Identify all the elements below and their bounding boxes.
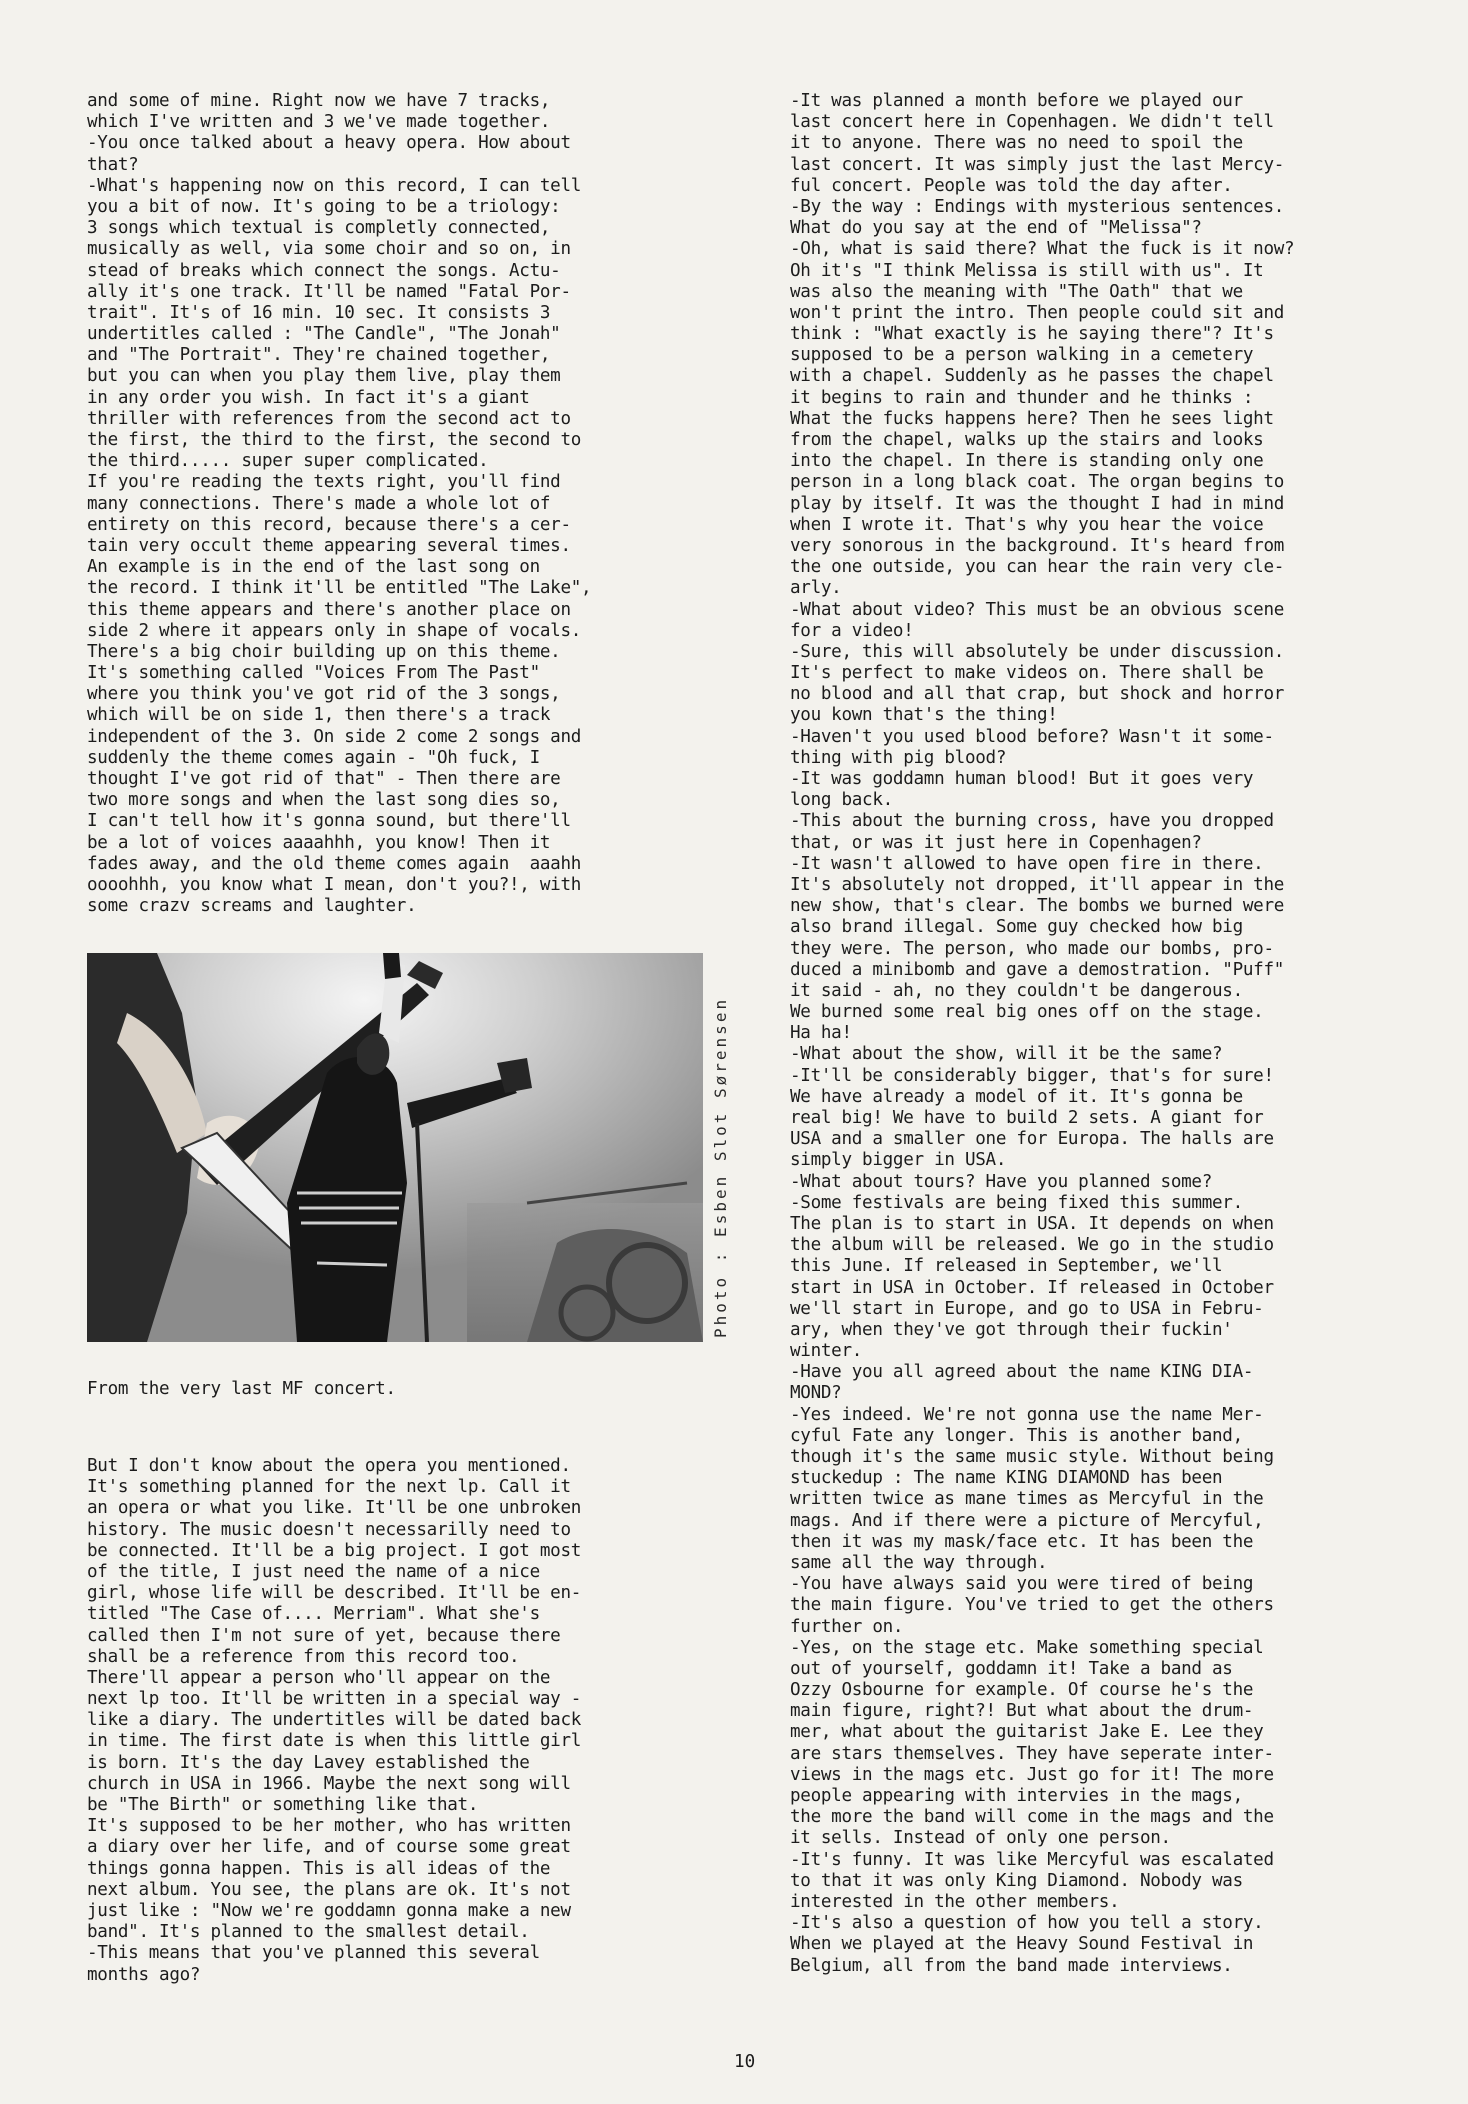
text-line: There'll appear a person who'll appear on the	[87, 1667, 551, 1688]
text-line: -It's funny. It was like Mercyful was escalated	[790, 1849, 1274, 1870]
text-line: simply bigger in USA.	[790, 1150, 1007, 1171]
text-line: entirety on this record, because there's a cer-	[87, 514, 571, 535]
text-line: There's a big choir building up on this theme.	[87, 641, 561, 662]
text-line: mags. And if there were a picture of Mercyful,	[790, 1510, 1264, 1531]
text-line: -It'll be considerably bigger, that's for sure!	[790, 1065, 1274, 1086]
text-line: start in USA in October. If released in October	[790, 1277, 1274, 1298]
text-line: it sells. Instead of only one person.	[790, 1828, 1171, 1849]
text-line: It's something called "Voices From The Past"	[87, 663, 540, 684]
text-line: -By the way : Endings with mysterious sentences.	[790, 196, 1285, 217]
text-line: -What about the show, will it be the same?	[790, 1044, 1223, 1065]
text-line: they were. The person, who made our bombs, pro-	[790, 938, 1274, 959]
text-line: main figure, right?! But what about the drum-	[790, 1701, 1254, 1722]
text-line: called then I'm not sure of yet, because there	[87, 1625, 561, 1646]
text-line: views in the mags etc. Just go for it! The more	[790, 1764, 1274, 1785]
text-line: An example is in the end of the last song on	[87, 557, 540, 578]
text-line: very sonorous in the background. It's heard from	[790, 535, 1285, 556]
text-line: things gonna happen. This is all ideas of the	[87, 1858, 551, 1879]
text-line: the third..... super super complicated.	[87, 451, 489, 472]
text-line: musically as well, via some choir and so on, in	[87, 239, 571, 260]
text-line: trait". It's of 16 min. 10 sec. It consists 3	[87, 302, 551, 323]
text-line: ally it's one track. It'll be named "Fatal Por-	[87, 281, 571, 302]
text-line: If you're reading the texts right, you'll find	[87, 472, 561, 493]
text-line: -Sure, this will absolutely be under discussion.	[790, 641, 1285, 662]
text-line: -Yes, on the stage etc. Make something special	[790, 1637, 1264, 1658]
text-line: supposed to be a person walking in a cemetery	[790, 345, 1254, 366]
text-line: Ozzy Osbourne for example. Of course he's the	[790, 1680, 1254, 1701]
text-line: this theme appears and there's another place on	[87, 599, 571, 620]
text-line: winter.	[790, 1341, 863, 1362]
text-line: it to anyone. There was no need to spoil the	[790, 133, 1243, 154]
text-line: It's absolutely not dropped, it'll appear in the	[790, 874, 1285, 895]
text-line: We burned some real big ones off on the stage.	[790, 1002, 1264, 1023]
text-line: -It's also a question of how you tell a story.	[790, 1913, 1264, 1934]
right-column-text	[790, 91, 1418, 1977]
text-line: this June. If released in September, we'll	[790, 1256, 1223, 1277]
text-line: church in USA in 1966. Maybe the next song will	[87, 1773, 571, 1794]
text-line: it begins to rain and thunder and he thinks :	[790, 387, 1254, 408]
text-line: shall be a reference from this record too.	[87, 1646, 520, 1667]
text-line: tain very occult theme appearing several times.	[87, 535, 571, 556]
text-line: Belgium, all from the band made interviews.	[790, 1955, 1233, 1976]
text-line: where you think you've got rid of the 3 songs,	[87, 684, 561, 705]
text-line: from the chapel, walks up the stairs and looks	[790, 430, 1264, 450]
text-line: for a video!	[790, 620, 914, 641]
text-line: that?	[87, 154, 139, 175]
text-line: is born. It's the day Lavey established the	[87, 1752, 530, 1773]
left-column-bottom-text	[87, 1456, 709, 1986]
photo-caption: From the very last MF concert.	[87, 1379, 396, 1399]
text-line: same all the way through.	[790, 1552, 1048, 1573]
text-line: cyful Fate any longer. This is another band,	[790, 1425, 1243, 1446]
text-line: -This about the burning cross, have you dropped	[790, 811, 1274, 832]
text-line: out of yourself, goddamn it! Take a band as	[790, 1658, 1233, 1679]
text-line: which I've written and 3 we've made together.	[87, 112, 551, 133]
text-line: two more songs and when the last song dies so,	[87, 790, 561, 811]
text-line: -Have you all agreed about the name KING DIA-	[790, 1362, 1254, 1383]
text-line: side 2 where it appears only in shape of vocals.	[87, 620, 582, 641]
text-line: the one outside, you can hear the rain very cle-	[790, 557, 1285, 578]
text-line: It's supposed to be her mother, who has written	[87, 1816, 571, 1837]
text-line: just like : "Now we're goddamn gonna make a new	[87, 1900, 571, 1921]
text-line: months ago?	[87, 1964, 201, 1985]
text-line: thriller with references from the second act to	[87, 408, 571, 429]
text-line: was also the meaning with "The Oath" that we	[790, 281, 1243, 302]
text-line: It's perfect to make videos on. There shall be	[790, 663, 1264, 684]
text-line: but you can when you play them live, play them	[87, 366, 561, 387]
text-line: like a diary. The undertitles will be dated back	[87, 1710, 582, 1731]
text-line: -Some festivals are being fixed this summer.	[790, 1192, 1243, 1213]
text-line: the main figure. You've tried to get the others	[790, 1595, 1274, 1616]
text-line: -Yes indeed. We're not gonna use the name Mer-	[790, 1404, 1264, 1425]
text-line: also brand illegal. Some guy checked how big	[790, 917, 1243, 938]
text-line: further on.	[790, 1616, 904, 1637]
text-line: It's something planned for the next lp. Call it	[87, 1477, 571, 1498]
text-line: last concert here in Copenhagen. We didn't tell	[790, 112, 1274, 133]
text-line: think : "What exactly is he saying there"? It's	[790, 324, 1274, 345]
text-line: What do you say at the end of "Melissa"?	[790, 218, 1202, 239]
text-line: titled "The Case of.... Merriam". What she's	[87, 1604, 540, 1625]
text-line: no blood and all that crap, but shock and horror	[790, 684, 1285, 705]
text-line: fades away, and the old theme comes again aaahh	[87, 853, 582, 874]
text-line: interested in the other members.	[790, 1891, 1120, 1912]
text-line: with a chapel. Suddenly as he passes the chapel	[790, 366, 1274, 387]
text-line: an opera or what you like. It'll be one unbroken	[87, 1498, 582, 1519]
text-line: long back.	[790, 790, 893, 811]
photo-credit: Photo : Esben Slot Sørensen	[711, 996, 730, 1338]
text-line: be a lot of voices aaaahhh, you know! Then it	[87, 832, 551, 853]
text-line: But I don't know about the opera you mentioned.	[87, 1456, 571, 1476]
text-line: 3 songs which textual is completly connected,	[87, 218, 551, 239]
text-line: when I wrote it. That's why you hear the voice	[790, 514, 1264, 535]
text-line: -It was goddamn human blood! But it goes very	[790, 769, 1254, 789]
text-line: -This means that you've planned this several	[87, 1943, 540, 1964]
text-line: girl, whose life will be described. It'll be en-	[87, 1583, 582, 1604]
text-line: we'll start in Europe, and go to USA in Febru-	[790, 1298, 1264, 1319]
left-column-top-text	[87, 91, 709, 917]
text-line: USA and a smaller one for Europa. The halls are	[790, 1129, 1274, 1150]
text-line: thing with pig blood?	[790, 747, 1007, 768]
text-line: Oh it's "I think Melissa is still with us". It	[790, 260, 1264, 281]
text-line: real big! We have to build 2 sets. A giant for	[790, 1108, 1264, 1128]
text-line: in time. The first date is when this little girl	[87, 1731, 582, 1752]
text-line: be connected. It'll be a big project. I got most	[87, 1540, 582, 1561]
text-line: undertitles called : "The Candle", "The Jonah"	[87, 324, 561, 345]
text-line: last concert. It was simply just the last Mercy-	[790, 154, 1285, 175]
text-line: -It was planned a month before we played our	[790, 91, 1243, 111]
text-line: stuckedup : The name KING DIAMOND has been	[790, 1468, 1223, 1489]
text-line: new show, that's clear. The bombs we burned were	[790, 896, 1285, 917]
text-line: in any order you wish. In fact it's a giant	[87, 387, 530, 408]
text-line: next lp too. It'll be written in a special way -	[87, 1689, 582, 1710]
text-line: -Oh, what is said there? What the fuck is it now?	[790, 239, 1295, 260]
text-line: are stars themselves. They have seperate inter-	[790, 1743, 1274, 1764]
text-line: The plan is to start in USA. It depends on when	[790, 1213, 1274, 1234]
text-line: stead of breaks which connect the songs. Actu-	[87, 260, 561, 281]
text-line: to that it was only King Diamond. Nobody was	[790, 1870, 1243, 1891]
text-line: -Haven't you used blood before? Wasn't it some-	[790, 726, 1274, 747]
text-line: oooohhh, you know what I mean, don't you?!, with	[87, 874, 582, 895]
text-line: of the title, I just need the name of a nice	[87, 1561, 540, 1582]
text-line: the more the band will come in the mags and the	[790, 1807, 1274, 1828]
text-line: duced a minibomb and gave a demostration. "Puff"	[790, 959, 1285, 980]
text-line: and some of mine. Right now we have 7 tracks,	[87, 91, 551, 111]
text-line: ary, when they've got through their fuckin'	[790, 1319, 1233, 1340]
text-line: -You once talked about a heavy opera. How about	[87, 133, 571, 154]
text-line: be "The Birth" or something like that.	[87, 1795, 479, 1815]
text-line: it said - ah, no they couldn't be dangerous.	[790, 980, 1243, 1001]
text-line: I can't tell how it's gonna sound, but there'll	[87, 811, 571, 832]
text-line: history. The music doesn't necessarilly need to	[87, 1519, 571, 1540]
text-line: that, or was it just here in Copenhagen?	[790, 832, 1202, 853]
text-line: -What about video? This must be an obvious scene	[790, 599, 1285, 620]
text-line: which will be on side 1, then there's a track	[87, 705, 551, 726]
text-line: many connections. There's made a whole lot of	[87, 493, 551, 514]
text-line: written twice as mane times as Mercyful in the	[790, 1489, 1264, 1510]
text-line: the record. I think it'll be entitled "The Lake",	[87, 578, 592, 599]
text-line: you kown that's the thing!	[790, 705, 1058, 726]
page-number: 10	[734, 2052, 756, 2072]
text-line: some crazv screams and laughter.	[87, 896, 417, 917]
text-line: the album will be released. We go in the studio	[790, 1235, 1274, 1256]
text-line: MOND?	[790, 1383, 842, 1404]
text-line: the first, the third to the first, the second to	[87, 430, 582, 450]
text-line: next album. You see, the plans are ok. It's not	[87, 1879, 571, 1900]
text-line: independent of the 3. On side 2 come 2 songs and	[87, 726, 582, 747]
text-line: won't print the intro. Then people could sit and	[790, 302, 1285, 323]
text-line: a diary over her life, and of course some great	[87, 1837, 571, 1858]
text-line: arly.	[790, 578, 842, 599]
text-line: -You have always said you were tired of being	[790, 1574, 1254, 1595]
text-line: We have already a model of it. It's gonna be	[790, 1086, 1243, 1107]
text-line: mer, what about the guitarist Jake E. Lee they	[790, 1722, 1264, 1743]
text-line: people appearing with intervies in the mags,	[790, 1786, 1243, 1806]
text-line: thought I've got rid of that" - Then there are	[87, 769, 561, 789]
text-line: and "The Portrait". They're chained together,	[87, 345, 551, 366]
text-line: -What about tours? Have you planned some?	[790, 1171, 1212, 1192]
text-line: you a bit of now. It's going to be a triology:	[87, 196, 561, 217]
text-line: ful concert. People was told the day after.	[790, 175, 1233, 196]
text-line: Ha ha!	[790, 1023, 852, 1044]
text-line: When we played at the Heavy Sound Festival in	[790, 1934, 1254, 1955]
text-line: suddenly the theme comes again - "Oh fuck, I	[87, 747, 540, 768]
text-line: -What's happening now on this record, I can tell	[87, 175, 582, 196]
text-line: band". It's planned to the smallest detail.	[87, 1922, 530, 1943]
concert-photo	[87, 953, 703, 1342]
text-line: though it's the same music style. Without being	[790, 1447, 1274, 1467]
text-line: person in a long black coat. The organ begins to	[790, 472, 1285, 493]
text-line: What the fucks happens here? Then he sees light	[790, 408, 1274, 429]
text-line: into the chapel. In there is standing only one	[790, 451, 1264, 472]
text-line: -It wasn't allowed to have open fire in there.	[790, 853, 1264, 874]
text-line: then it was my mask/face etc. It has been the	[790, 1531, 1254, 1552]
text-line: play by itself. It was the thought I had in mind	[790, 493, 1285, 514]
